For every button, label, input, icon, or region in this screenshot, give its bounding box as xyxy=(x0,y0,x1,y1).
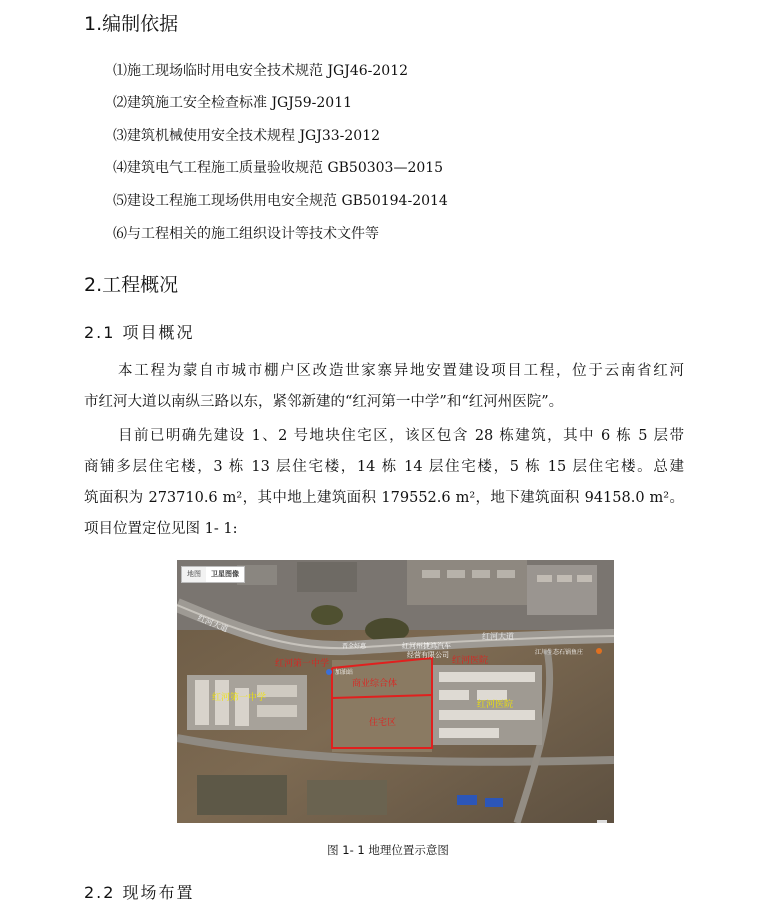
paragraph-line: 项目位置定位见图 1- 1: xyxy=(84,521,238,537)
road-label-left: 红河大道 xyxy=(196,613,230,634)
poi-small: 晋全好惠 xyxy=(342,643,367,650)
road-label-right: 红河大道 xyxy=(482,632,514,641)
poi-gas: 加油站 xyxy=(335,669,354,676)
reference-item: ⑴施工现场临时用电安全技术规范 JGJ46-2012 xyxy=(113,63,409,79)
paragraph-location xyxy=(84,356,684,418)
reference-item: ⑷建筑电气工程施工质量验收规范 GB50303—2015 xyxy=(113,160,444,176)
paragraph-line: 目前已明确先建设 1、2 号地块住宅区，该区包含 28 栋建筑，其中 6 栋 5 层带 xyxy=(118,428,684,444)
poi-restaurant: 江川生态石锅鱼庄 xyxy=(535,649,584,656)
paragraph-line: 筑面积为 273710.6 m²，其中地上建筑面积 179552.6 m²，地下建筑面积 94158.0 m²。 xyxy=(84,490,684,506)
subsection-site-layout: 2.2 现场布置 xyxy=(84,883,195,902)
paragraph-line: 商铺多层住宅楼，3 栋 13 层住宅楼，14 栋 14 层住宅楼，5 栋 15 层住宅楼。总建 xyxy=(84,459,684,475)
subsection-project-overview: 2.1 项目概况 xyxy=(84,323,195,342)
satellite-view-button[interactable]: 卫星图像 xyxy=(206,567,244,582)
reference-item: ⑸建设工程施工现场供用电安全规范 GB50194-2014 xyxy=(113,193,448,209)
poi-company: 红河州捷鸿汽车 xyxy=(402,642,451,650)
section2-heading: 2.工程概况 xyxy=(84,274,179,296)
red-label-school: 红河第一中学 xyxy=(275,659,330,669)
plot-residential-label: 住宅区 xyxy=(369,718,397,728)
reference-item: ⑵建筑施工安全检查标准 JGJ59-2011 xyxy=(113,95,353,111)
paragraph-line: 本工程为蒙自市城市棚户区改造世家寨异地安置建设项目工程，位于云南省红河 xyxy=(118,363,684,379)
location-map-figure xyxy=(177,560,614,823)
plot-commercial-label: 商业综合体 xyxy=(352,679,398,689)
map-view-button[interactable]: 地图 xyxy=(187,570,201,578)
paragraph-buildings xyxy=(84,421,684,545)
paragraph-line: 市红河大道以南纵三路以东，紧邻新建的“红河第一中学”和“红河州医院”。 xyxy=(84,394,564,410)
hospital-label: 红河医院 xyxy=(477,700,514,710)
poi-company-line2: 经营有限公司 xyxy=(407,651,449,659)
reference-item: ⑶建筑机械使用安全技术规程 JGJ33-2012 xyxy=(113,128,381,144)
reference-item: ⑹与工程相关的施工组织设计等技术文件等 xyxy=(113,226,379,242)
red-label-hospital: 红河医院 xyxy=(452,656,489,666)
satellite-map xyxy=(177,560,614,823)
school-label: 红河第一中学 xyxy=(212,693,267,703)
figure-caption: 图 1- 1 地理位置示意图 xyxy=(327,843,449,857)
section1-heading: 1.编制依据 xyxy=(84,13,179,35)
map-type-toggle[interactable] xyxy=(181,566,245,583)
